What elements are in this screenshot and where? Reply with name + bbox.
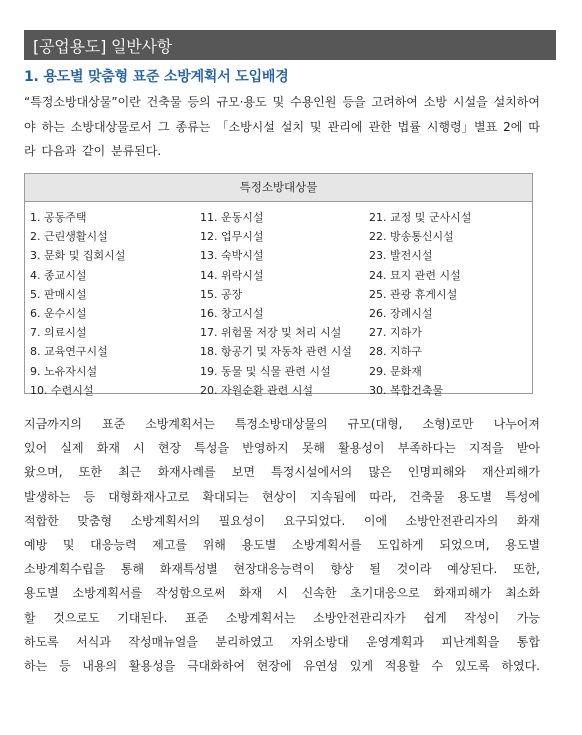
- list-item: 23. 발전시설: [369, 249, 433, 263]
- body-line: 지금까지의 표준 소방계획서는 특정소방대상물의 규모(대형, 소형)로만 나누어져: [24, 417, 540, 431]
- list-item: 17. 위험물 저장 및 처리 시설: [200, 326, 342, 340]
- list-item: 27. 지하가: [369, 326, 422, 340]
- list-item: 12. 업무시설: [200, 230, 264, 244]
- list-item: 21. 교정 및 군사시설: [369, 211, 472, 224]
- list-item: 6. 운수시설: [30, 306, 87, 320]
- list-item: 11. 운동시설: [200, 211, 264, 224]
- intro-paragraph: [24, 90, 540, 164]
- list-item: 8. 교육연구시설: [30, 345, 108, 359]
- list-item: 30. 복합건축물: [369, 383, 444, 397]
- list-item: 19. 동물 및 식물 관련 시설: [200, 364, 331, 378]
- body-line: 예방 및 대응능력 제고를 위해 용도별 소방계획서를 도입하게 되었으며, 용도별: [24, 538, 540, 553]
- list-item: 20. 자원순환 관련 시설: [200, 383, 313, 397]
- list-item: 4. 종교시설: [30, 268, 87, 282]
- list-item: 16. 창고시설: [200, 306, 264, 320]
- body-line: 소방계획수립을 통해 화재특성별 현장대응능력이 향상 될 것이라 예상된다. 또한,: [24, 562, 540, 577]
- list-item: 26. 장례시설: [369, 306, 433, 320]
- body-line: 적합한 맞춤형 소방계획서의 필요성이 요구되었다. 이에 소방안전관리자의 화재: [24, 513, 540, 528]
- list-item: 29. 문화재: [369, 364, 422, 378]
- facility-table: [24, 173, 533, 397]
- section-title-bar: [24, 30, 556, 60]
- body-line: 하도록 서식과 작성매뉴얼을 분리하였고 자위소방대 운영계획과 피난계획을 통합: [24, 634, 540, 649]
- list-item: 18. 항공기 및 자동차 관련 시설: [200, 345, 352, 359]
- list-item: 13. 숙박시설: [200, 249, 264, 263]
- list-item: 1. 공동주택: [30, 211, 87, 224]
- body-line: 왔으며, 또한 최근 화재사례를 보면 특정시설에서의 많은 인명피해와 재산피해가: [24, 465, 540, 480]
- list-item: 10. 수련시설: [30, 383, 94, 397]
- list-item: 22. 방송통신시설: [369, 230, 454, 244]
- list-item: 2. 근린생활시설: [30, 230, 108, 244]
- body-line: 용도별 소방계획서를 작성함으로써 화재 시 신속한 초기대응으로 화재피해가 최소화: [24, 586, 540, 601]
- table-header: 특정소방대상물: [25, 174, 532, 202]
- list-item: 3. 문화 및 집회시설: [30, 249, 126, 263]
- list-item: 5. 판매시설: [30, 287, 87, 301]
- body-line: 할 것으로도 기대된다. 표준 소방계획서는 소방안전관리자가 쉽게 작성이 가능: [24, 610, 540, 625]
- body-line: 발생하는 등 대형화재사고로 확대되는 현상이 지속됨에 따라, 건축물 용도별 특성에: [24, 489, 540, 504]
- body-line: 있어 실제 화재 시 현장 특성을 반영하지 못해 활용성이 부족하다는 지적을 받아: [24, 441, 540, 456]
- list-item: 28. 지하구: [369, 345, 422, 359]
- table-column-2: [200, 208, 352, 400]
- body-line: 하는 등 내용의 활용성을 극대화하여 현장에 유연성 있게 적용할 수 있도록 하였다.: [24, 659, 540, 674]
- table-column-1: [30, 208, 125, 400]
- section-heading: 1. 용도별 맞춤형 표준 소방계획서 도입배경: [24, 69, 289, 85]
- intro-line: 관한 법률 시행령」별표 2에 따라 다음과 같이 분류된다.: [24, 119, 540, 158]
- table-body: [25, 202, 532, 397]
- intro-line: 시설을 설치하여야 하는 소방대상물로서 그 종류는 「소방시설 설치 및 관리에: [24, 95, 540, 134]
- section-title: [공업용도] 일반사항: [33, 37, 173, 56]
- list-item: 14. 위락시설: [200, 268, 264, 282]
- list-item: 24. 묘지 관련 시설: [369, 268, 461, 282]
- list-item: 25. 관광 휴게시설: [369, 287, 458, 301]
- list-item: 15. 공장: [200, 287, 243, 301]
- intro-line: “특정소방대상물”이란 건축물 등의 규모·용도 및 수용인원 등을 고려하여 소방: [24, 95, 447, 109]
- table-column-3: [369, 208, 471, 400]
- list-item: 9. 노유자시설: [30, 364, 98, 378]
- body-paragraph: [24, 412, 540, 678]
- list-item: 7. 의료시설: [30, 326, 87, 340]
